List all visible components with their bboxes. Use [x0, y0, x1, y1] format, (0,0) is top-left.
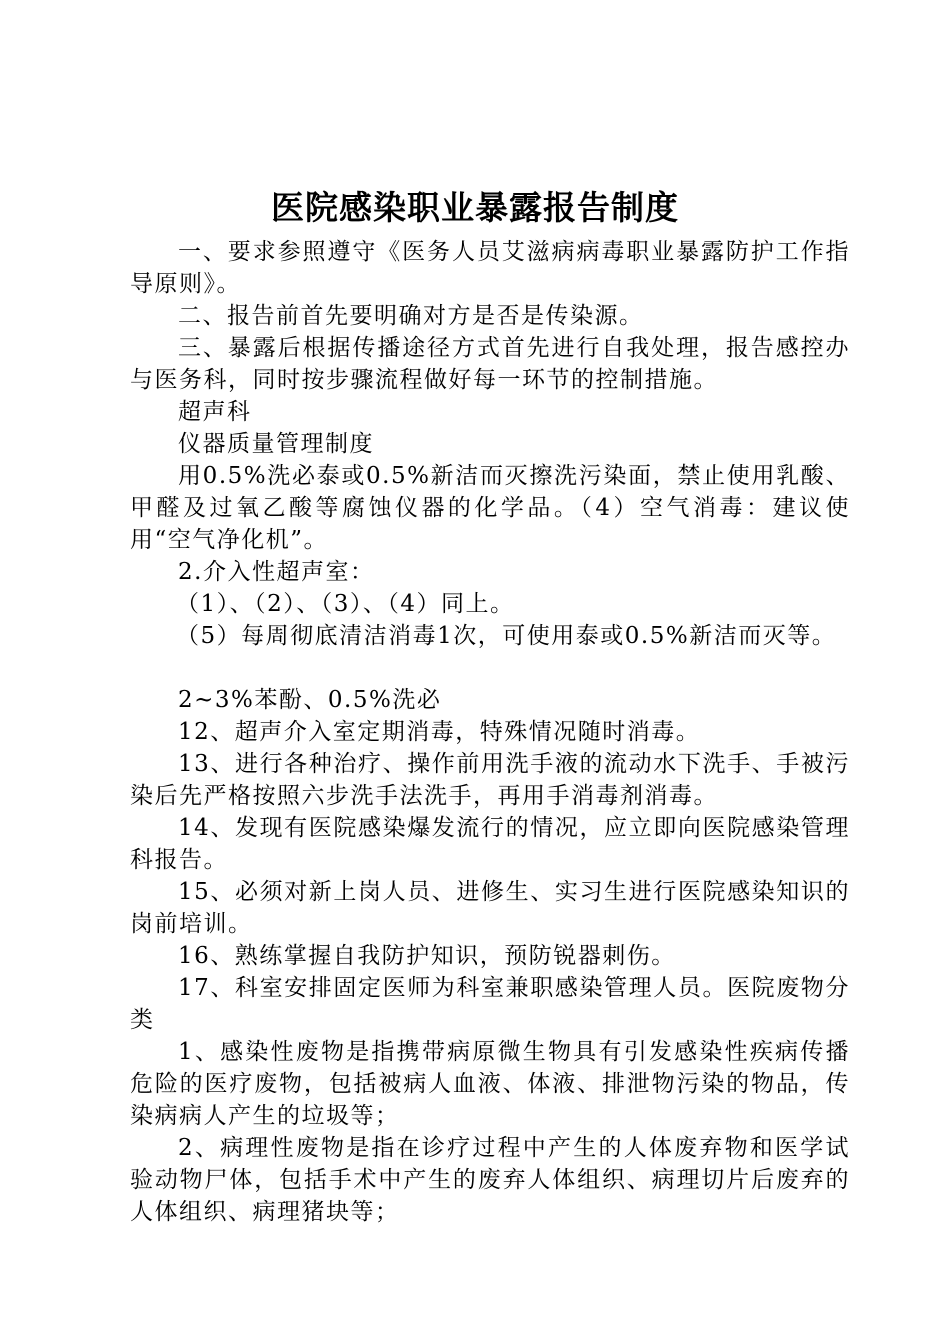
paragraph: （1）、（2）、（3）、（4）同上。 [176, 591, 515, 617]
paragraph: 1、感染性废物是指携带病原微生物具有引发感染性疾病传播危险的医疗废物，包括被病人血液、体液、排泄物污染的物品，传染病病人产生的垃圾等； [130, 1039, 850, 1129]
paragraph: 超声科 [178, 399, 252, 425]
paragraph: 2~3%苯酚、0.5%洗必 [178, 687, 442, 713]
paragraph: 16、熟练掌握自我防护知识，预防锐器刺伤。 [178, 943, 676, 969]
paragraph: 12、超声介入室定期消毒，特殊情况随时消毒。 [178, 719, 701, 745]
paragraph: 仪器质量管理制度 [178, 431, 374, 457]
paragraph: 二、报告前首先要明确对方是否是传染源。 [178, 303, 644, 329]
paragraph: 三、暴露后根据传播途径方式首先进行自我处理，报告感控办与医务科，同时按步骤流程做好每一环节的控制措施。 [130, 335, 850, 393]
paragraph: 一、要求参照遵守《医务人员艾滋病病毒职业暴露防护工作指导原则》。 [130, 239, 850, 297]
paragraph: 13、进行各种治疗、操作前用洗手液的流动水下洗手、手被污染后先严格按照六步洗手法洗手，再用手消毒剂消毒。 [130, 751, 850, 809]
paragraph: 14、发现有医院感染爆发流行的情况，应立即向医院感染管理科报告。 [130, 815, 850, 873]
paragraph: 用0.5%洗必泰或0.5%新洁而灭擦洗污染面，禁止使用乳酸、甲醛及过氧乙酸等腐蚀仪器的化学品。（4）空气消毒：建议使用“空气净化机”。 [130, 463, 850, 553]
paragraph: 17、科室安排固定医师为科室兼职感染管理人员。医院废物分类 [130, 975, 850, 1033]
paragraph: 2、病理性废物是指在诊疗过程中产生的人体废弃物和医学试验动物尸体，包括手术中产生的废弃人体组织、病理切片后废弃的人体组织、病理猪块等； [130, 1135, 850, 1225]
document-body [130, 236, 850, 1228]
document-title: 医院感染职业暴露报告制度 [271, 188, 679, 227]
paragraph: （5）每周彻底清洁消毒1次，可使用泰或0.5%新洁而灭等。 [176, 623, 837, 649]
paragraph: 15、必须对新上岗人员、进修生、实习生进行医院感染知识的岗前培训。 [130, 879, 850, 937]
paragraph: 2.介入性超声室： [178, 559, 375, 585]
